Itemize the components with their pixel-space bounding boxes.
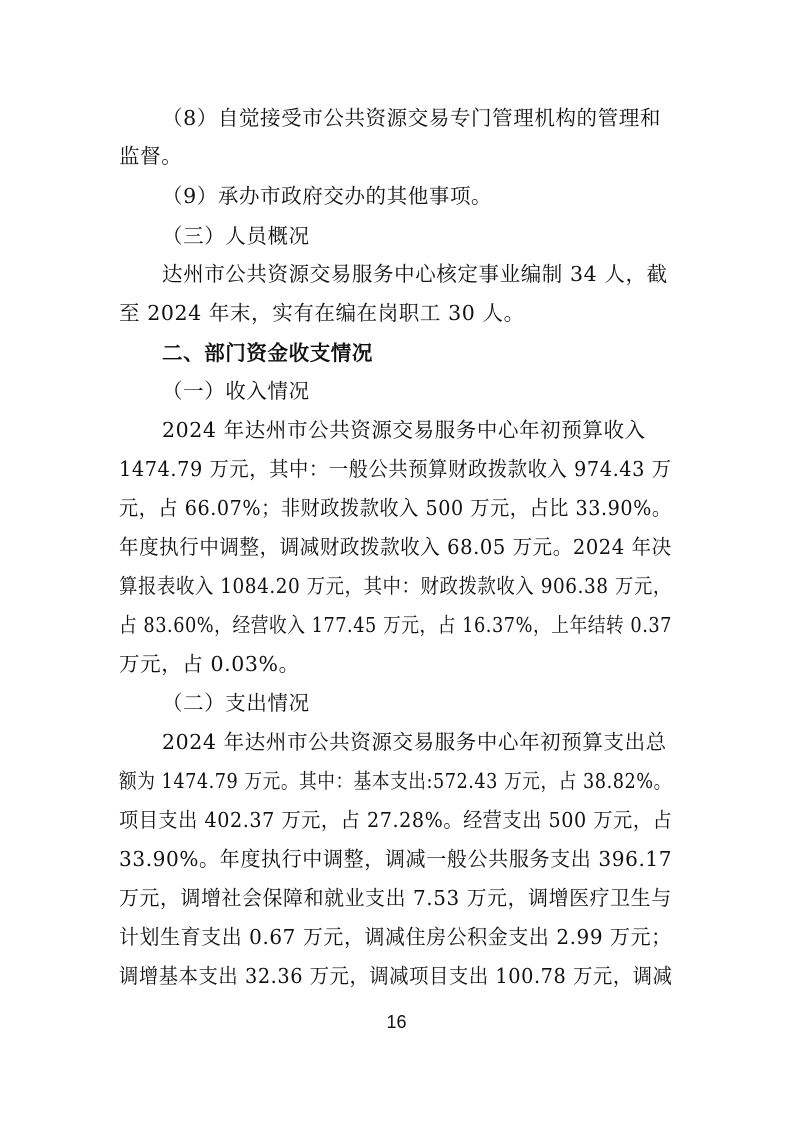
paragraph-line: 项目支出 402.37 万元，占 27.28%。经营支出 500 万元，占 [119,808,673,832]
paragraph-line: 达州市公共资源交易服务中心核定事业编制 34 人，截 [162,262,668,286]
paragraph-line: （8）自觉接受市公共资源交易专门管理机构的管理和 [162,106,661,130]
paragraph-line: 年度执行中调整，调减财政拨款收入 68.05 万元。2024 年决 [119,535,672,559]
section-heading: （二）支出情况 [162,691,310,715]
paragraph-line: 33.90%。年度执行中调整，调减一般公共服务支出 396.17 [119,847,673,871]
paragraph-line: 万元，调增社会保障和就业支出 7.53 万元，调增医疗卫生与 [119,886,672,910]
paragraph-line: 万元，占 0.03%。 [119,652,300,676]
paragraph-line: 调增基本支出 32.36 万元，调减项目支出 100.78 万元，调减 [119,964,673,988]
paragraph-line: 占 83.60%，经营收入 177.45 万元，占 16.37%，上年结转 0.37 [119,613,672,637]
paragraph-line: 额为 1474.79 万元。其中：基本支出:572.43 万元，占 38.82%。 [119,769,672,793]
paragraph-line: 监督。 [119,144,183,168]
section-heading: （三）人员概况 [162,224,310,248]
paragraph-line: 元，占 66.07%；非财政拨款收入 500 万元，占比 33.90%。 [119,496,672,520]
chapter-heading: 二、部门资金收支情况 [162,341,373,365]
section-heading: （一）收入情况 [162,379,310,403]
paragraph-line: 2024 年达州市公共资源交易服务中心年初预算支出总 [162,730,667,754]
paragraph-line: 至 2024 年末，实有在编在岗职工 30 人。 [119,301,525,325]
paragraph-line: 1474.79 万元，其中：一般公共预算财政拨款收入 974.43 万 [119,457,672,481]
page-number: 16 [386,1012,407,1032]
paragraph-line: 2024 年达州市公共资源交易服务中心年初预算收入 [162,418,646,442]
paragraph-line: 计划生育支出 0.67 万元，调减住房公积金支出 2.99 万元； [119,925,672,949]
paragraph-line: 算报表收入 1084.20 万元，其中：财政拨款收入 906.38 万元， [119,574,672,598]
paragraph-line: （9）承办市政府交办的其他事项。 [162,184,493,208]
